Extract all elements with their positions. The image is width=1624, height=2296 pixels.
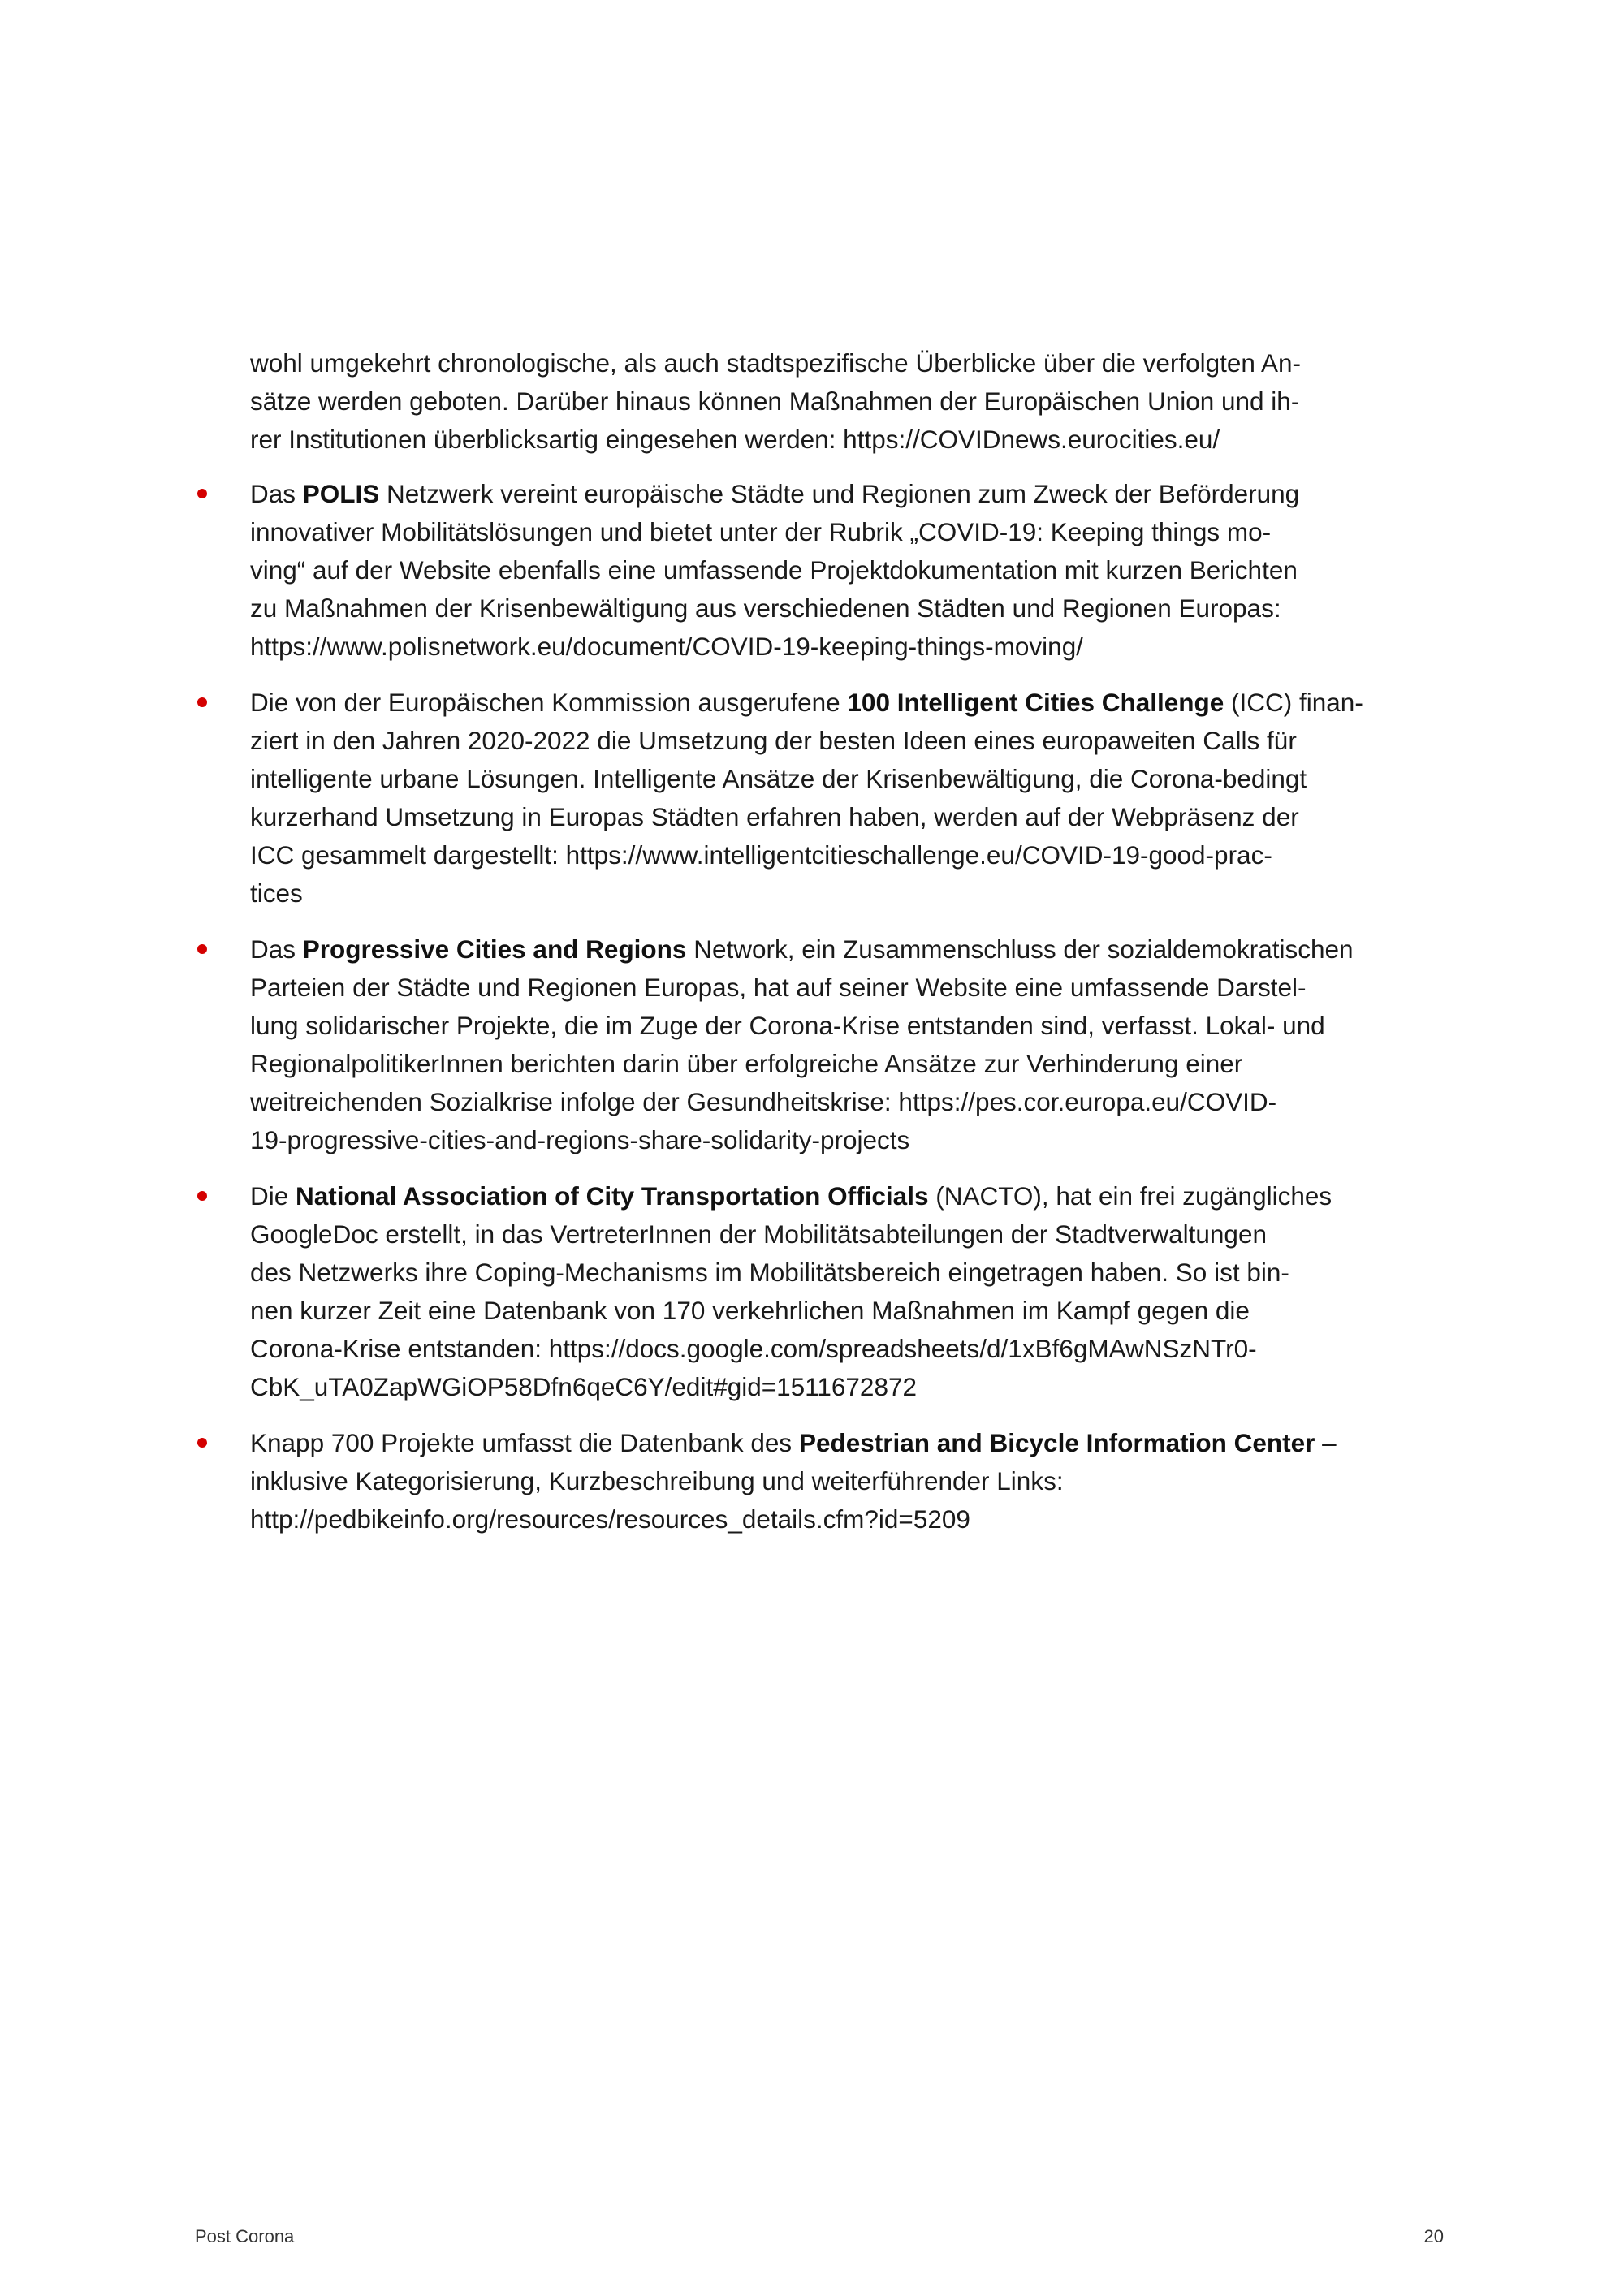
- organization-name: National Association of City Transportation Officials: [296, 1181, 929, 1211]
- footer-title: Post Corona: [195, 2226, 295, 2246]
- bullet-dot-icon: [197, 697, 207, 707]
- bullet-dot-icon: [197, 489, 207, 498]
- page-number: 20: [1423, 2226, 1444, 2246]
- list-item-text: Das POLIS Netzwerk vereint europäische Städte und Regionen zum Zweck der Beförderung innovativer Mobilitätslösungen und bietet unter der Rubrik „COVID-19: Keeping things mo- ving“ auf der Website ebenfalls eine umfassende Projektdokumentation mit kurzen Berichten zu Maßnahmen der Krisenbewältigung aus verschiedenen Städten und Regionen Europas: https://www.polisnetwork.eu/document/COVID-19-keeping-things-moving/: [250, 479, 1300, 661]
- document-body: [250, 344, 1444, 1556]
- list-item-icc: [250, 684, 1444, 913]
- bullet-dot-icon: [197, 944, 207, 954]
- list-item-text: Die von der Europäischen Kommission ausgerufene 100 Intelligent Cities Challenge (ICC) finan- ziert in den Jahren 2020-2022 die Umsetzung der besten Ideen eines europaweiten Calls für intelligente urbane Lösungen. Intelligente Ansätze der Krisenbewältigung, die Corona-bedingt kurzerhand Umsetzung in Europas Städten erfahren haben, werden auf der Webpräsenz der ICC gesammelt dargestellt: https://www.intelligentcitieschallenge.eu/COVID-19-good-prac- tices: [250, 688, 1363, 908]
- organization-name: POLIS: [302, 479, 380, 508]
- list-item-text: Die National Association of City Transportation Officials (NACTO), hat ein frei zugängliches GoogleDoc erstellt, in das VertreterInnen der Mobilitätsabteilungen der Stadtverwaltungen des Netzwerks ihre Coping-Mechanisms im Mobilitätsbereich eingetragen haben. So ist bin- nen kurzer Zeit eine Datenbank von 170 verkehrlichen Maßnahmen im Kampf gegen die Corona-Krise entstanden: https://docs.google.com/spreadsheets/d/1xBf6gMAwNSzNTr0- CbK_uTA0ZapWGiOP58Dfn6qeC6Y/edit#gid=1511672872: [250, 1181, 1332, 1401]
- list-item-polis: [250, 475, 1444, 666]
- organization-name: Pedestrian and Bicycle Information Center: [798, 1428, 1315, 1457]
- bullet-dot-icon: [197, 1191, 207, 1201]
- list-item-pbic: [250, 1424, 1444, 1539]
- list-item-nacto: [250, 1177, 1444, 1406]
- bullet-dot-icon: [197, 1438, 207, 1448]
- intro-paragraph: wohl umgekehrt chronologische, als auch stadtspezifische Überblicke über die verfolgten An- sätze werden geboten. Darüber hinaus können Maßnahmen der Europäischen Union und ih- rer Institutionen überblicksartig eingesehen werden: https://COVIDnews.eurocities.eu/: [250, 348, 1301, 454]
- list-item-text: Das Progressive Cities and Regions Network, ein Zusammenschluss der sozialdemokratischen Parteien der Städte und Regionen Europas, hat auf seiner Website eine umfassende Darstel- lung solidarischer Projekte, die im Zuge der Corona-Krise entstanden sind, verfasst. Lokal- und RegionalpolitikerInnen berichten darin über erfolgreiche Ansätze zur Verhinderung einer weitreichenden Sozialkrise infolge der Gesundheitskrise: https://pes.cor.europa.eu/COVID- 19-progressive-cities-and-regions-share-solidarity-projects: [250, 934, 1354, 1154]
- list-item-progressive-cities: [250, 930, 1444, 1159]
- list-item-text: Knapp 700 Projekte umfasst die Datenbank des Pedestrian and Bicycle Information Center – inklusive Kategorisierung, Kurzbeschreibung und weiterführender Links: http://pedbikeinfo.org/resources/resources_details.cfm?id=5209: [250, 1428, 1337, 1534]
- resource-list: [250, 475, 1444, 1539]
- organization-name: 100 Intelligent Cities Challenge: [847, 688, 1224, 717]
- organization-name: Progressive Cities and Regions: [302, 934, 687, 964]
